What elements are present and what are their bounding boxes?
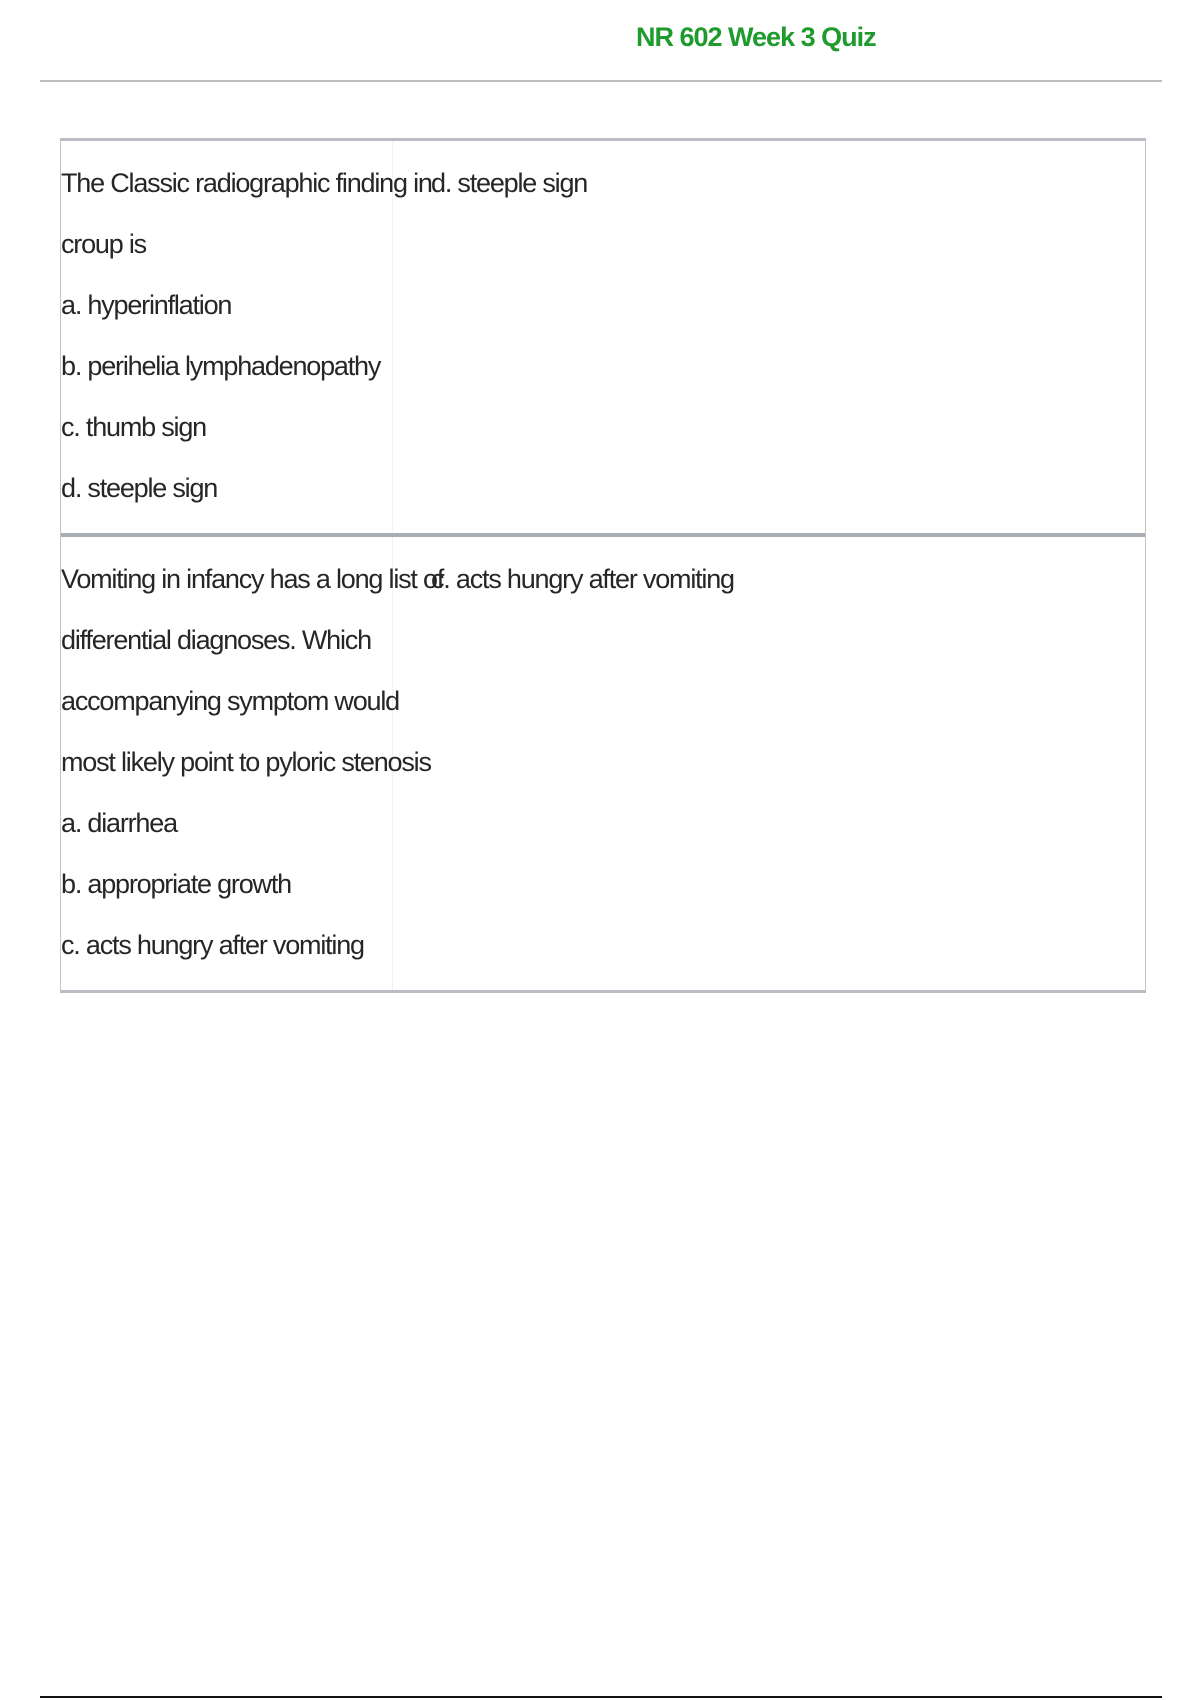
correct-answer: c. acts hungry after vomiting bbox=[431, 564, 734, 594]
answer-option: a. hyperinflation bbox=[61, 290, 232, 320]
flashcard-row bbox=[61, 533, 1145, 990]
answer-cell bbox=[393, 537, 1145, 990]
question-line: accompanying symptom would bbox=[61, 686, 399, 716]
question-cell bbox=[61, 141, 432, 533]
footer-divider bbox=[40, 1696, 1162, 1698]
flashcard-table bbox=[60, 138, 1146, 993]
flashcard-row bbox=[61, 141, 1145, 533]
answer-option: c. acts hungry after vomiting bbox=[61, 930, 364, 960]
question-line: most likely point to pyloric stenosis bbox=[61, 747, 431, 777]
question-line: croup is bbox=[61, 229, 146, 259]
question-cell bbox=[61, 537, 444, 990]
question-line: The Classic radiographic finding in bbox=[61, 168, 432, 198]
answer-option: a. diarrhea bbox=[61, 808, 177, 838]
answer-option: c. thumb sign bbox=[61, 412, 206, 442]
answer-option: d. steeple sign bbox=[61, 473, 218, 503]
question-line: differential diagnoses. Which bbox=[61, 625, 371, 655]
answer-option: b. appropriate growth bbox=[61, 869, 291, 899]
correct-answer: d. steeple sign bbox=[431, 168, 588, 198]
answer-cell bbox=[393, 141, 1145, 533]
header-divider bbox=[40, 80, 1162, 82]
document-title: NR 602 Week 3 Quiz bbox=[636, 22, 876, 52]
question-line: Vomiting in infancy has a long list of bbox=[61, 564, 444, 594]
answer-option: b. perihelia lymphadenopathy bbox=[61, 351, 381, 381]
